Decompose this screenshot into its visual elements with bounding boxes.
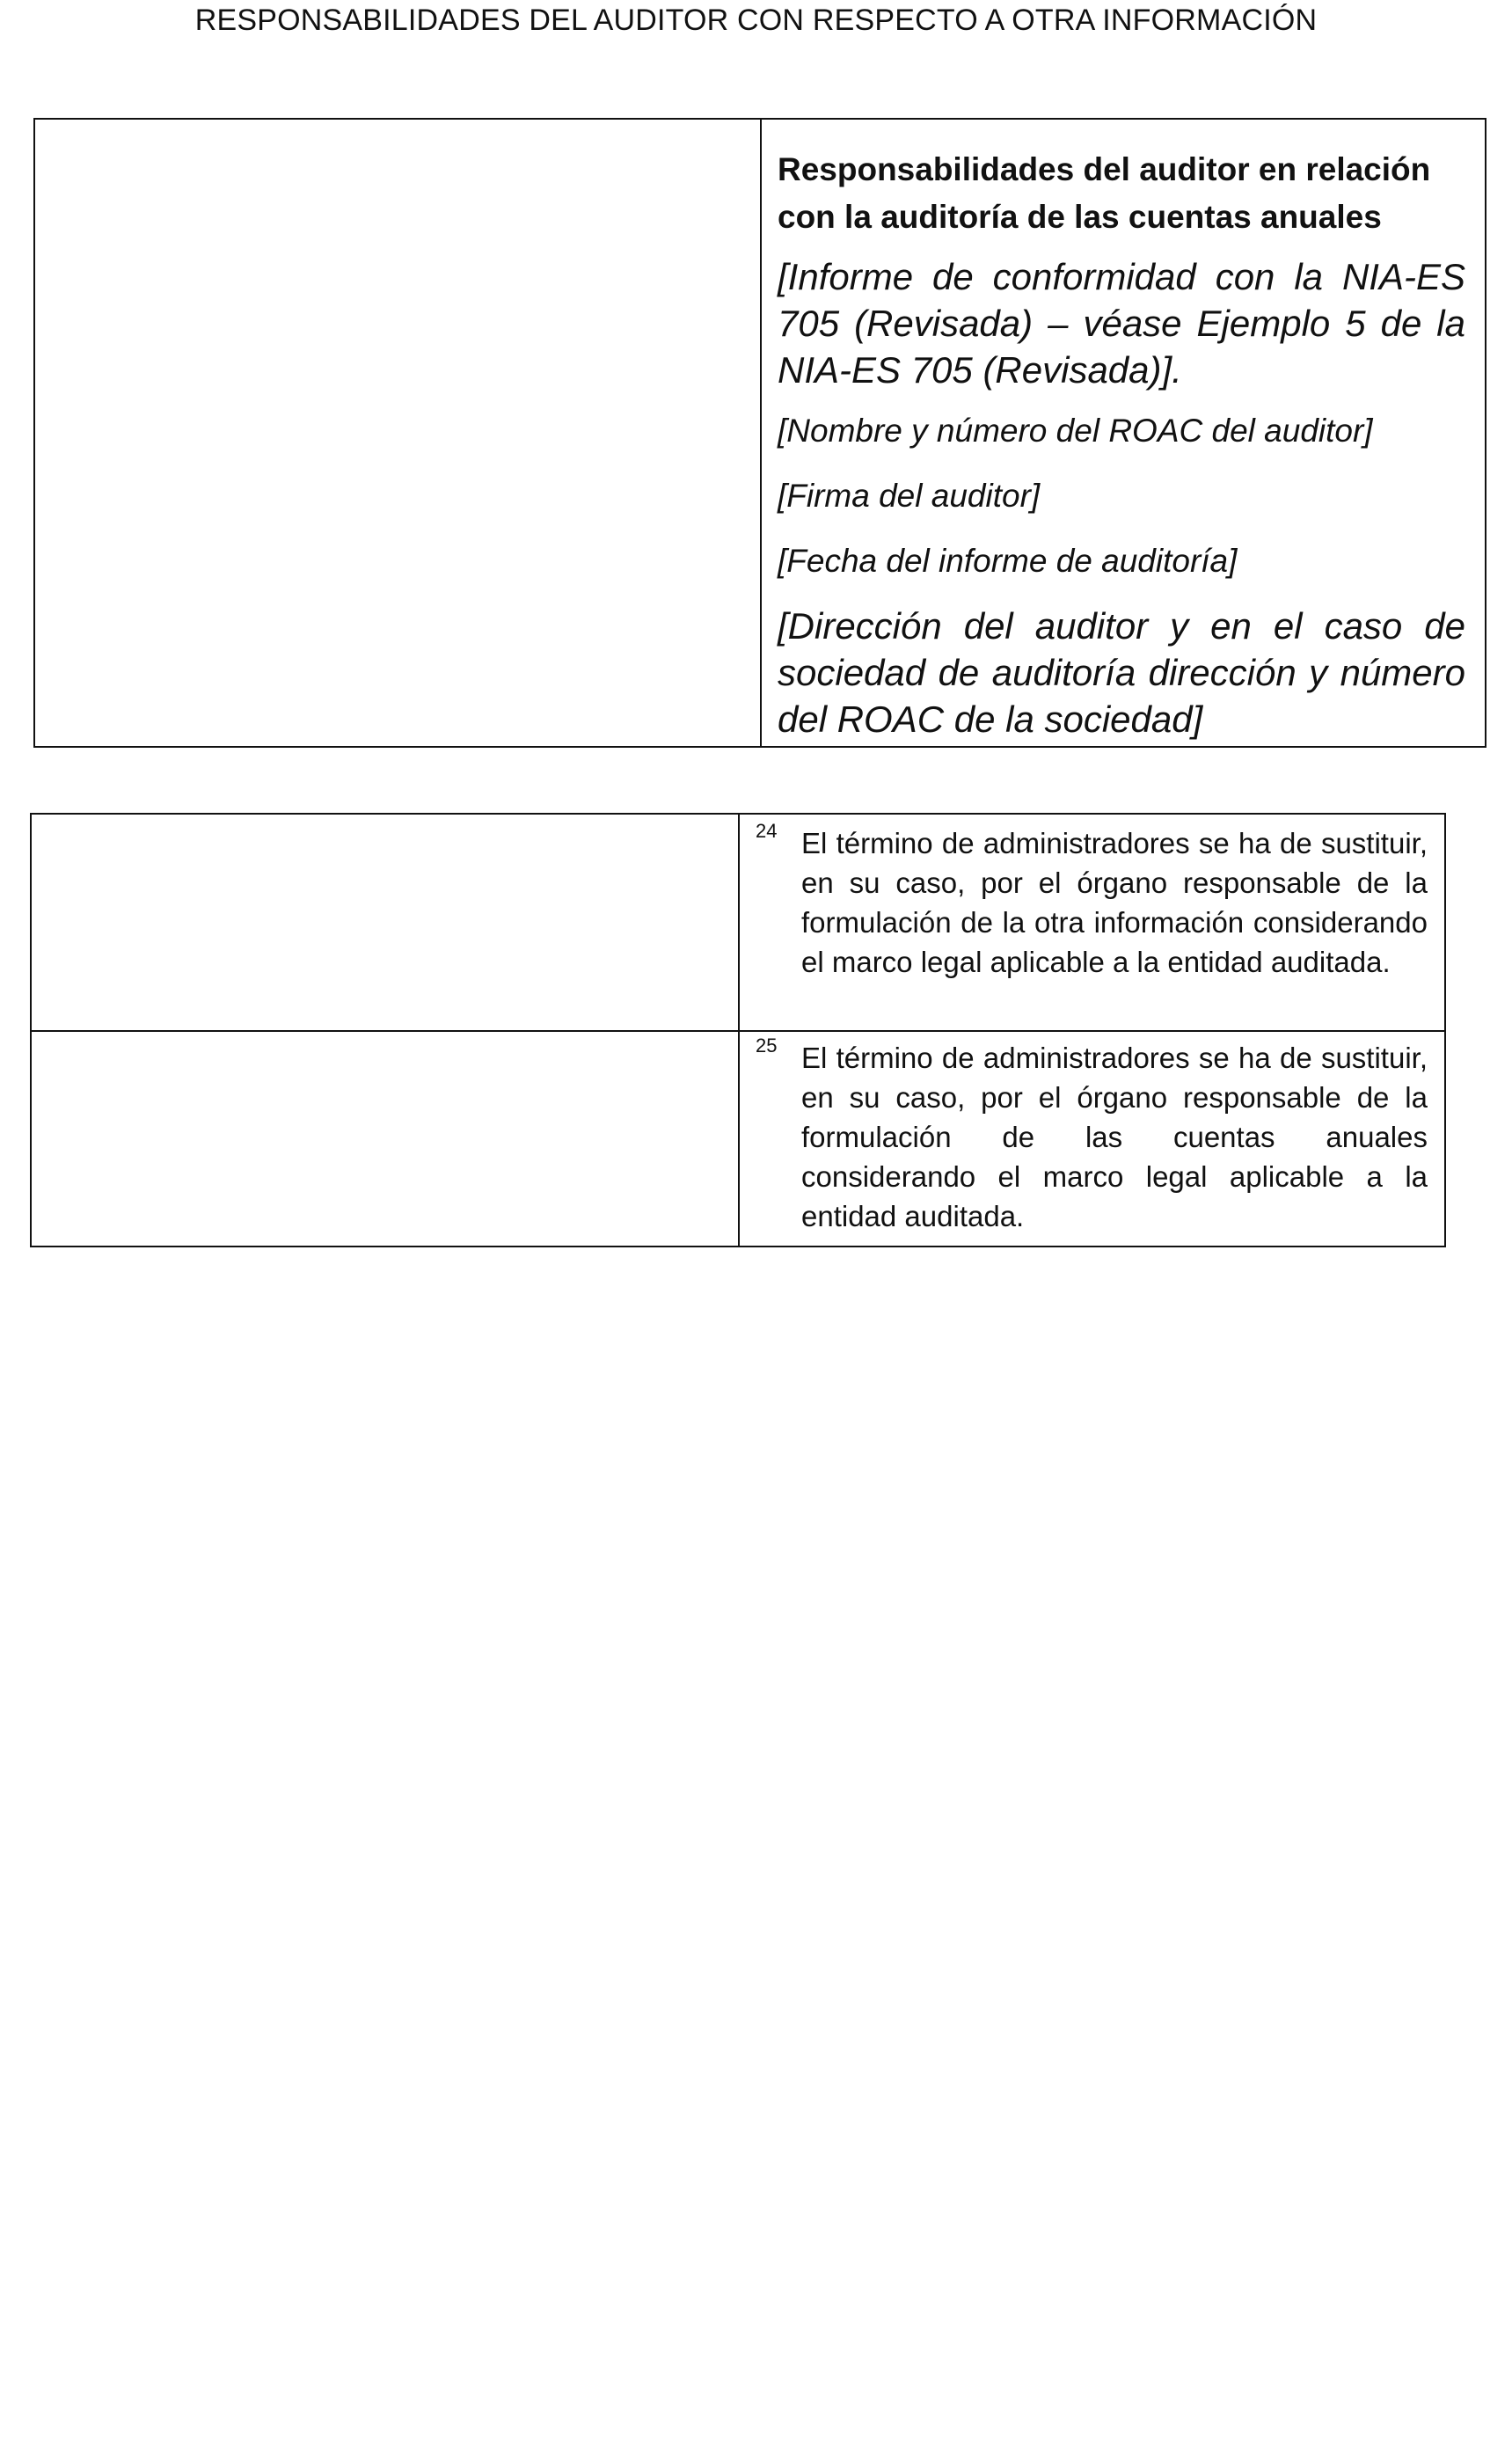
footnote-number: 24 (756, 820, 778, 842)
report-date-placeholder: [Fecha del informe de auditoría] (778, 543, 1238, 579)
section-heading: Responsabilidades del auditor en relación con la auditoría de las cuentas anuales (778, 151, 1431, 235)
column-divider (760, 120, 762, 746)
footnote-text: El término de administradores se ha de sustituir, en su caso, por el órgano responsable de la formulación de las cuentas anuales considerando el marco legal aplicable a la entidad auditada. (801, 1042, 1428, 1232)
footnote-text: El término de administradores se ha de sustituir, en su caso, por el órgano responsable de la formulación de la otra información considerando el marco legal aplicable a la entidad auditada. (801, 827, 1428, 978)
report-content-cell (778, 146, 1465, 742)
auditor-name-placeholder: [Nombre y número del ROAC del auditor] (778, 413, 1373, 449)
footnotes-table (30, 813, 1446, 1247)
auditor-signature-placeholder: [Firma del auditor] (778, 478, 1041, 514)
report-table (33, 118, 1486, 748)
footnote-row-divider (32, 1030, 1444, 1032)
auditor-address-placeholder: [Dirección del auditor y en el caso de sociedad de auditoría dirección y número del ROAC de la sociedad] (778, 605, 1465, 740)
page-header: RESPONSABILIDADES DEL AUDITOR CON RESPECTO A OTRA INFORMACIÓN (194, 4, 1318, 37)
report-reference: [Informe de conformidad con la NIA-ES 705 (Revisada) – véase Ejemplo 5 de la NIA-ES 705 (Revisada)]. (778, 256, 1465, 391)
footnote-number: 25 (756, 1035, 778, 1056)
